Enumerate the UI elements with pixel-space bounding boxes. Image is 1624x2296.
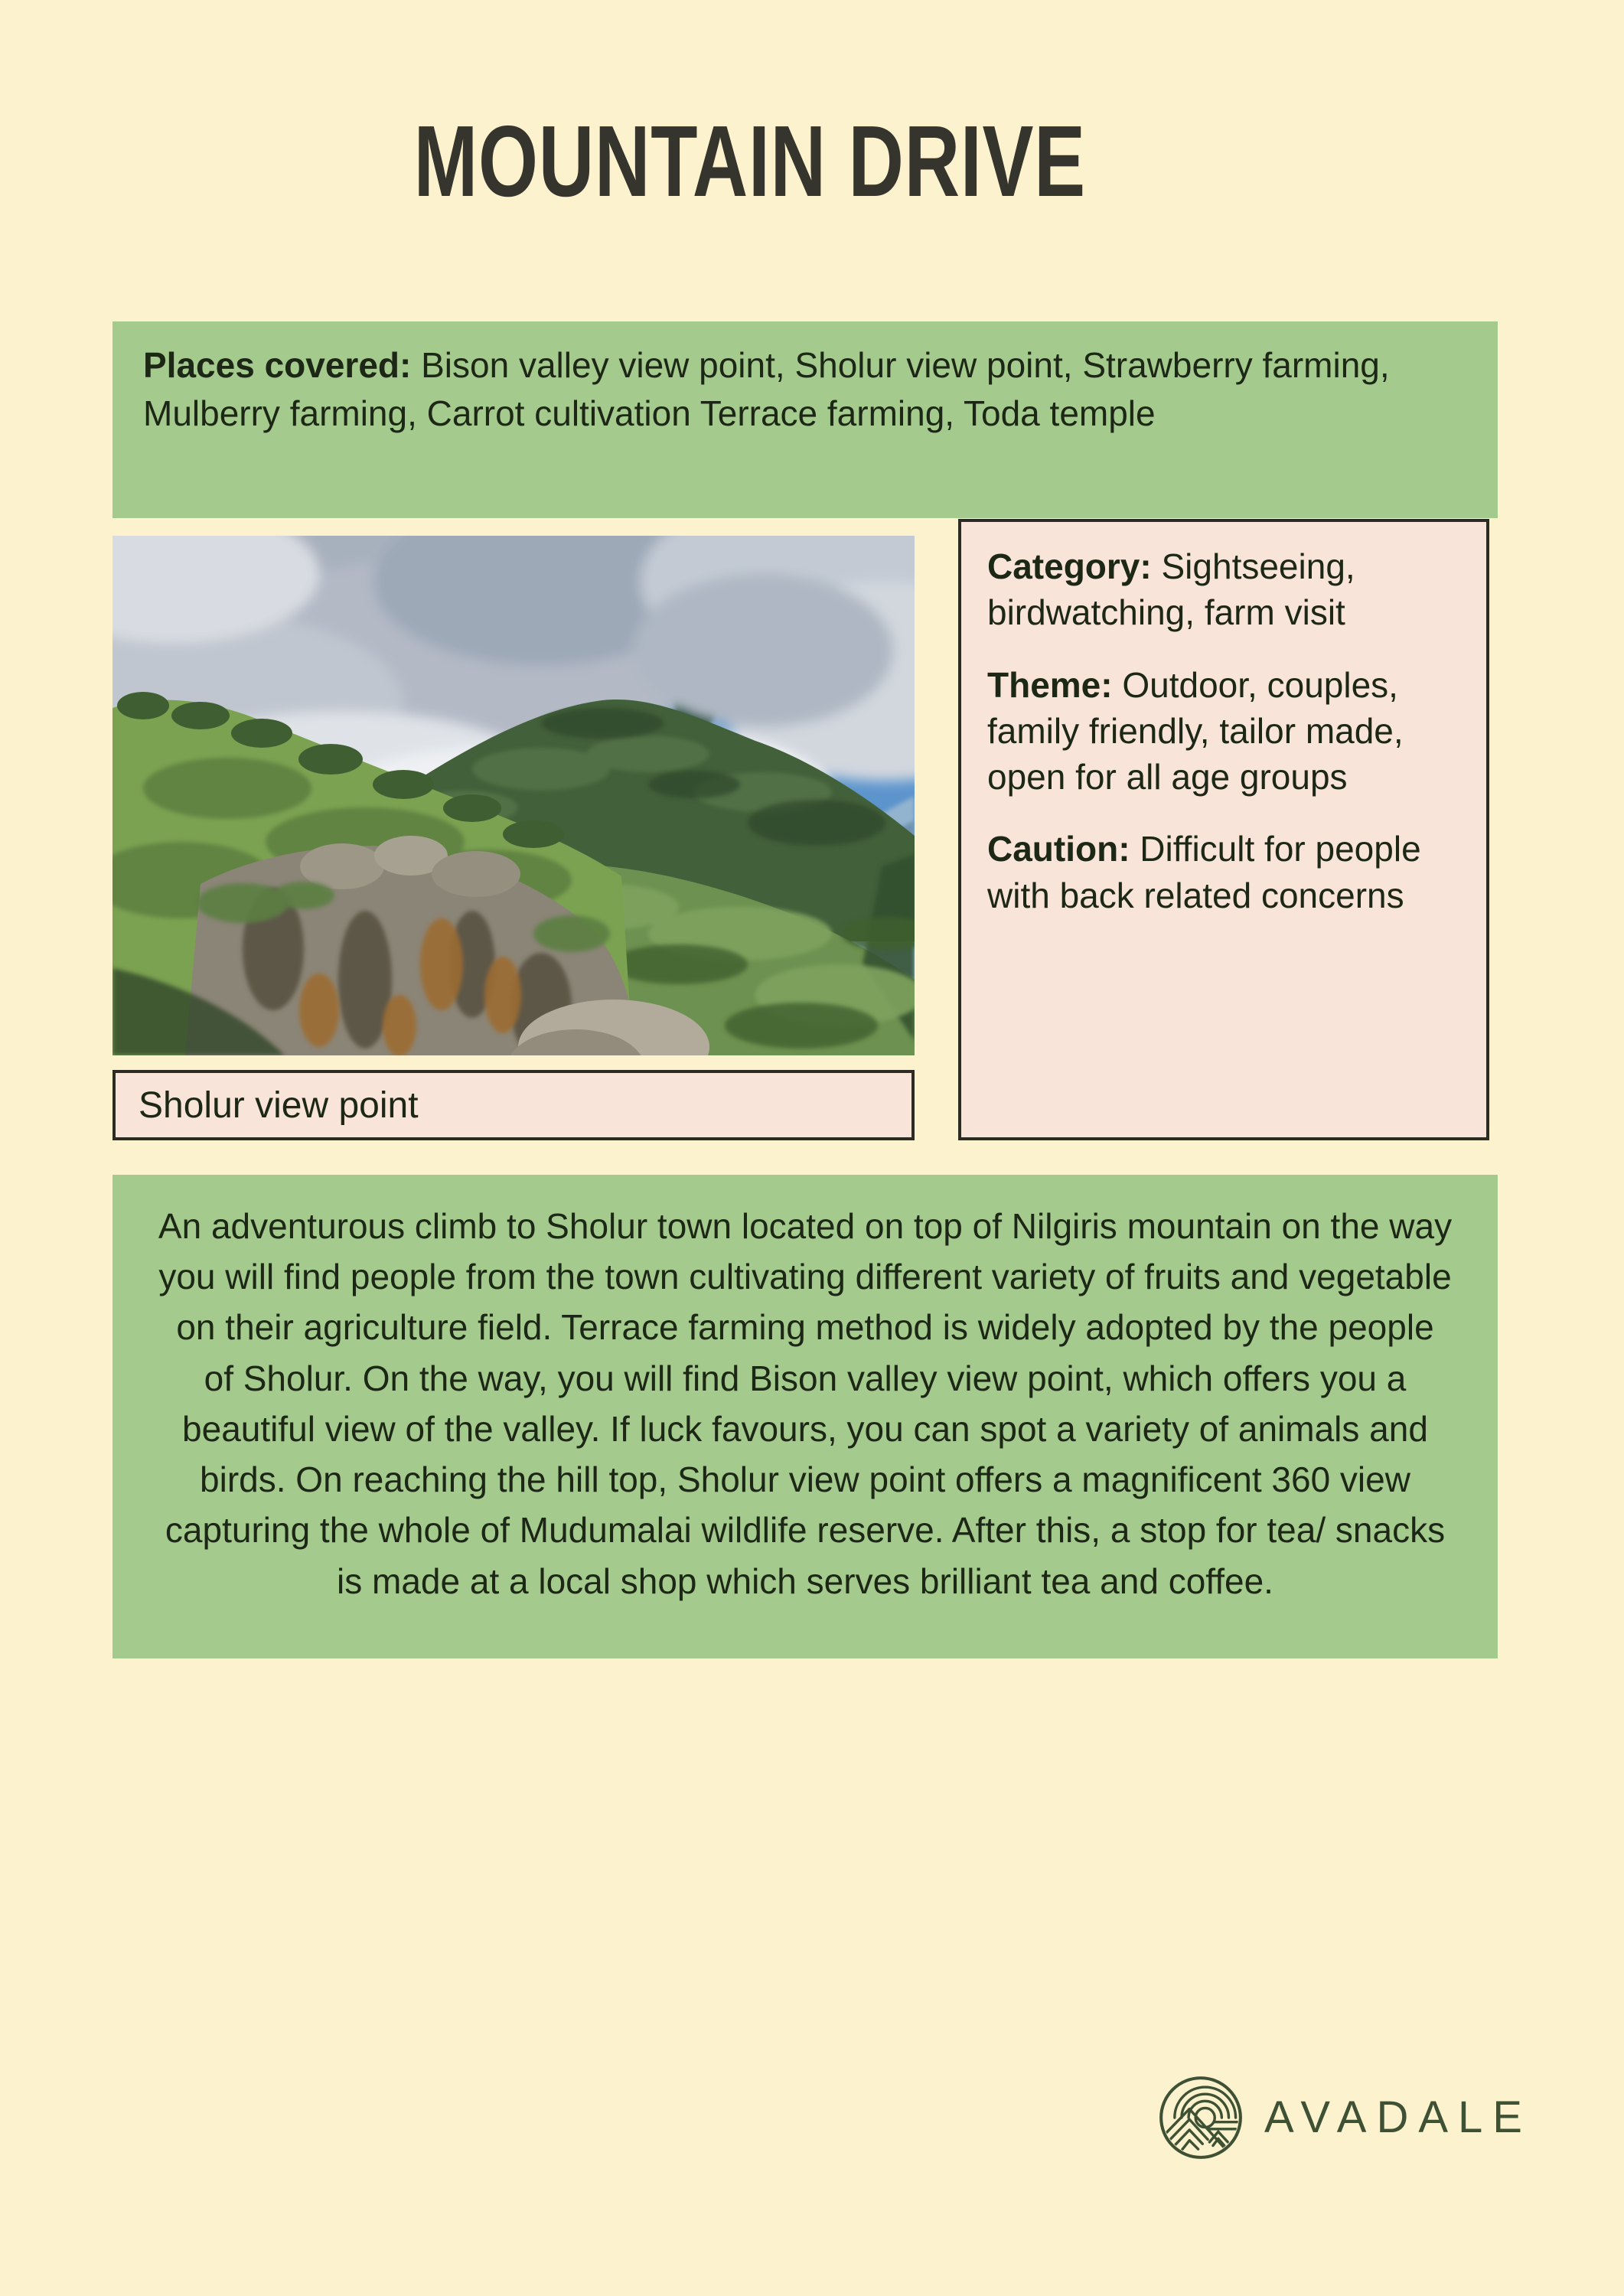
description-text: An adventurous climb to Sholur town located on top of Nilgiris mountain on the way you will find people from the town cultivating different variety of fruits and vegetable on their agriculture field. Terrace farming method is widely adopted by the people of Sholur. On the way, you will find Bison valley view point, which offers you a beautiful view of the valley. If luck favours, you can spot a variety of animals and birds. On reaching the hill top, Sholur view point offers a magnificent 360 view capturing the whole of Mudumalai wildlife reserve. After this, a stop for tea/ snacks is made at a local shop which serves brilliant tea and coffee. bbox=[158, 1206, 1453, 1601]
theme-label: Theme: bbox=[987, 664, 1113, 705]
avadale-logo-icon bbox=[1157, 2074, 1244, 2161]
photo-caption-box bbox=[113, 1070, 915, 1140]
info-category bbox=[987, 543, 1460, 636]
info-caution bbox=[987, 826, 1460, 918]
mountain-landscape-illustration bbox=[113, 536, 915, 1055]
places-covered-box bbox=[113, 321, 1498, 518]
info-theme bbox=[987, 662, 1460, 801]
description-box bbox=[113, 1175, 1498, 1658]
caution-text: Difficult for people with back related concerns bbox=[987, 829, 1421, 915]
category-label: Category: bbox=[987, 546, 1152, 586]
places-covered-text: Bison valley view point, Sholur view point, Strawberry farming, Mulberry farming, Carrot cultivation Terrace farming, Toda temple bbox=[143, 345, 1390, 434]
page-title-row bbox=[0, 106, 1500, 217]
caution-label: Caution: bbox=[987, 829, 1130, 869]
photo-caption-text: Sholur view point bbox=[139, 1084, 419, 1126]
sholur-view-photo bbox=[113, 536, 915, 1055]
places-covered-label: Places covered: bbox=[143, 345, 412, 385]
brand-footer bbox=[1157, 2074, 1532, 2161]
category-text: Sightseeing, birdwatching, farm visit bbox=[987, 546, 1355, 633]
theme-text: Outdoor, couples, family friendly, tailor made, open for all age groups bbox=[987, 664, 1404, 797]
trip-info-box bbox=[958, 519, 1489, 1140]
brand-name: AVADALE bbox=[1264, 2092, 1532, 2142]
page-title: MOUNTAIN DRIVE bbox=[413, 105, 1087, 217]
